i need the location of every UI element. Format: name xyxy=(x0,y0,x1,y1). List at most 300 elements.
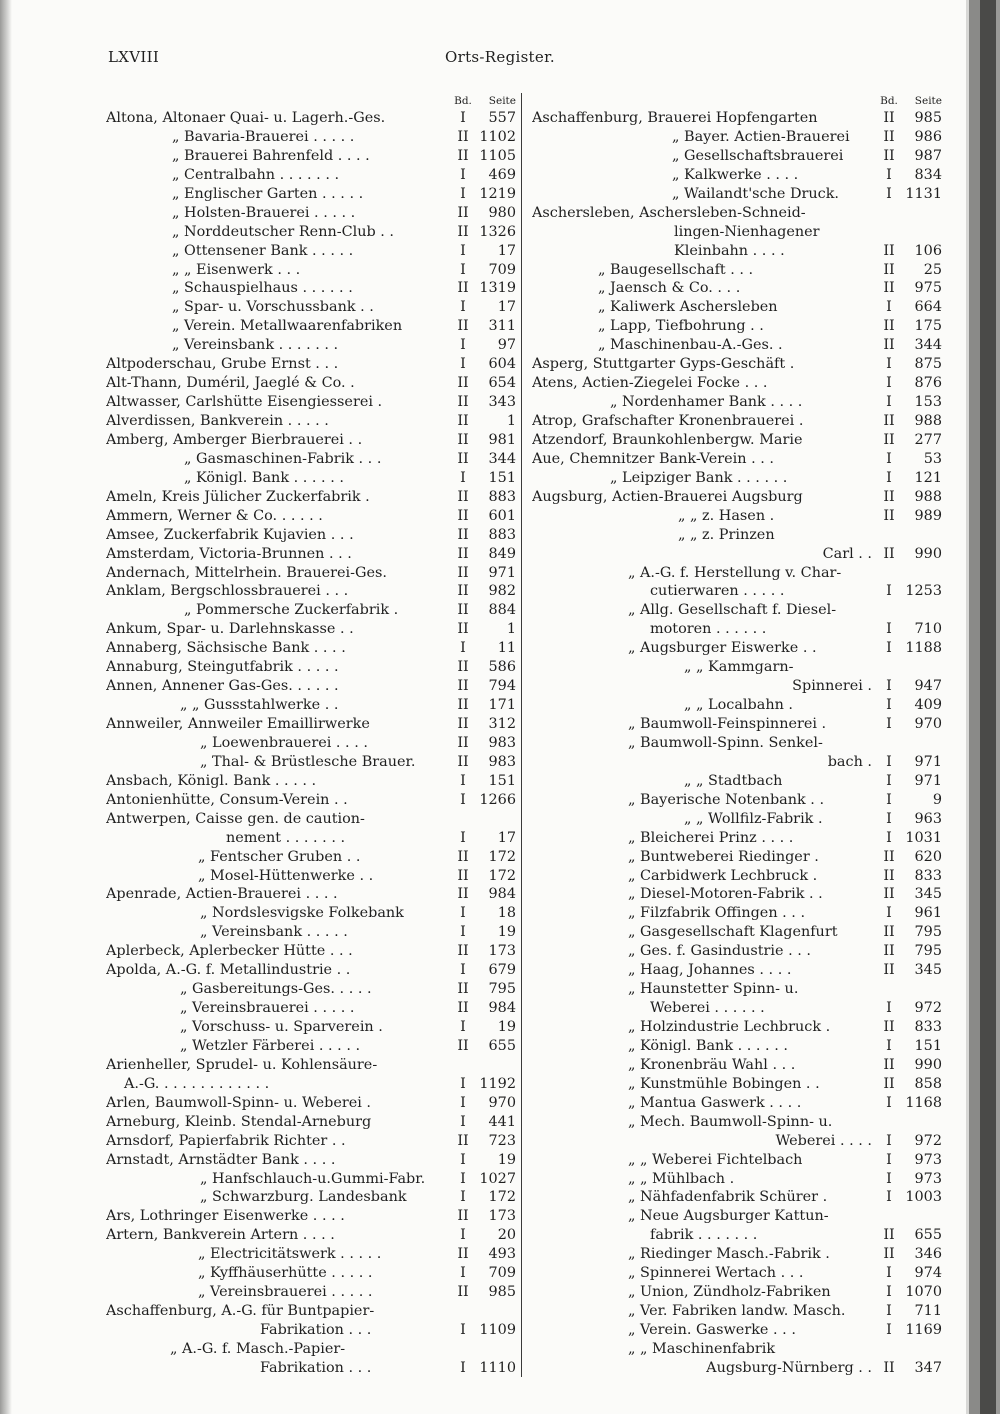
entry-page: 173 xyxy=(488,943,516,960)
entry-volume: I xyxy=(460,469,466,486)
register-entry xyxy=(106,1056,518,1075)
entry-volume: I xyxy=(460,829,466,846)
entry-page: 710 xyxy=(914,621,942,638)
entry-volume: II xyxy=(883,1359,895,1376)
entry-volume: II xyxy=(883,1019,895,1035)
entry-page xyxy=(902,1340,944,1359)
register-entry xyxy=(106,1302,518,1321)
volume-header: Bd. xyxy=(454,95,472,107)
register-entry xyxy=(106,1188,518,1207)
entry-page: 973 xyxy=(914,1151,942,1168)
entry-page: 620 xyxy=(914,848,942,865)
register-entry xyxy=(532,980,944,999)
entry-name: „ Verein. Gaswerke . . . xyxy=(628,1322,796,1338)
register-entry xyxy=(532,1056,944,1075)
register-entry xyxy=(106,1132,518,1151)
entry-name: „ A.-G. f. Masch.-Papier- xyxy=(170,1340,346,1357)
register-entry xyxy=(532,261,944,280)
entry-volume: II xyxy=(883,337,895,354)
entry-volume: II xyxy=(883,242,895,259)
entry-volume: I xyxy=(460,356,466,373)
entry-volume: I xyxy=(886,791,892,808)
entry-volume: II xyxy=(457,1208,469,1225)
entry-name: „ Königl. Bank . . . . . . xyxy=(628,1037,788,1054)
entry-name: „ Bayerische Notenbank . . xyxy=(628,791,825,808)
entry-name: „ Brauerei Bahrenfeld . . . . xyxy=(172,147,370,164)
entry-volume xyxy=(876,526,902,545)
entry-volume: II xyxy=(457,621,469,638)
entry-volume: I xyxy=(460,166,466,183)
entry-page xyxy=(902,223,944,242)
register-entry xyxy=(532,753,944,772)
entry-page xyxy=(476,1056,518,1075)
entry-page: 833 xyxy=(914,1019,942,1035)
entry-name: „ Bayer. Actien-Brauerei xyxy=(672,128,850,145)
entry-page: 1102 xyxy=(479,128,516,145)
entry-volume: II xyxy=(457,716,469,732)
register-entry xyxy=(106,601,518,620)
entry-page: 990 xyxy=(914,545,942,562)
entry-volume: II xyxy=(883,924,895,941)
entry-name: Arnsdorf, Papierfabrik Richter . . xyxy=(106,1132,346,1149)
entry-page: 970 xyxy=(488,1094,516,1111)
register-entry xyxy=(532,469,944,488)
entry-volume xyxy=(876,601,902,620)
entry-page: 970 xyxy=(914,716,942,732)
entry-volume: II xyxy=(883,886,895,903)
entry-name: „ Gesellschaftsbrauerei xyxy=(672,147,844,164)
register-entry xyxy=(106,734,518,753)
entry-volume: II xyxy=(457,1284,469,1301)
entry-volume: I xyxy=(460,1094,466,1111)
register-entry xyxy=(106,336,518,355)
entry-page: 173 xyxy=(488,1208,516,1225)
entry-name: Arnstadt, Arnstädter Bank . . . . xyxy=(106,1151,336,1168)
entry-volume: II xyxy=(457,431,469,448)
register-entry xyxy=(106,904,518,923)
entry-name: „ Kyffhäuserhütte . . . . . xyxy=(198,1265,373,1282)
entry-name: „ Neue Augsburger Kattun- xyxy=(628,1208,829,1225)
entry-name: „ Vorschuss- u. Sparverein . xyxy=(180,1019,383,1035)
entry-name: Arienheller, Sprudel- u. Kohlensäure- xyxy=(106,1056,378,1073)
entry-volume: I xyxy=(886,716,892,732)
register-entry xyxy=(532,545,944,564)
entry-volume xyxy=(876,1340,902,1359)
register-entry xyxy=(532,867,944,886)
register-entry xyxy=(106,677,518,696)
register-entry xyxy=(532,810,944,829)
entry-name: „ „ Kammgarn- xyxy=(684,659,794,676)
entry-volume: I xyxy=(460,1189,466,1206)
register-entry xyxy=(106,431,518,450)
entry-volume: II xyxy=(883,943,895,960)
register-entry xyxy=(532,1037,944,1056)
register-entry xyxy=(106,279,518,298)
register-entry xyxy=(106,469,518,488)
register-entry xyxy=(532,1321,944,1340)
entry-name: Antonienhütte, Consum-Verein . . xyxy=(106,791,348,808)
register-entry xyxy=(106,961,518,980)
entry-page: 834 xyxy=(914,166,942,183)
register-entry xyxy=(532,923,944,942)
register-entry xyxy=(532,1132,944,1151)
entry-page: 986 xyxy=(914,128,942,145)
entry-page: 19 xyxy=(497,1019,516,1035)
register-entry xyxy=(532,242,944,261)
entry-volume: II xyxy=(883,318,895,335)
entry-name: Fabrikation . . . xyxy=(260,1359,372,1376)
register-entry xyxy=(532,1188,944,1207)
register-entry xyxy=(106,715,518,734)
entry-volume xyxy=(876,980,902,999)
entry-name: „ Baumwoll-Feinspinnerei . xyxy=(628,716,827,732)
register-entry xyxy=(106,317,518,336)
register-entry xyxy=(106,393,518,412)
entry-page: 984 xyxy=(488,1000,516,1017)
register-entry xyxy=(106,639,518,658)
entry-volume xyxy=(876,1113,902,1132)
entry-name: „ Nähfadenfabrik Schürer . xyxy=(628,1189,828,1206)
register-entry xyxy=(532,999,944,1018)
entry-name: „ „ z. Hasen . xyxy=(678,507,775,524)
entry-volume xyxy=(876,564,902,583)
entry-name: Alverdissen, Bankverein . . . . . xyxy=(106,413,329,429)
entry-name: „ Nordslesvigske Folkebank xyxy=(200,905,404,922)
register-entry xyxy=(106,147,518,166)
entry-page: 151 xyxy=(488,772,516,789)
entry-volume: I xyxy=(460,1322,466,1338)
entry-page: 1131 xyxy=(905,185,942,202)
entry-page: 1105 xyxy=(479,147,516,164)
entry-name: „ Königl. Bank . . . . . . xyxy=(184,469,344,486)
entry-name: Aplerbeck, Aplerbecker Hütte . . . xyxy=(106,943,353,960)
entry-page: 121 xyxy=(914,469,942,486)
register-entry xyxy=(532,507,944,526)
register-entry xyxy=(532,298,944,317)
entry-page: 794 xyxy=(488,678,516,695)
entry-volume: I xyxy=(886,469,892,486)
entry-name: „ Union, Zündholz-Fabriken xyxy=(628,1284,831,1301)
entry-name: Fabrikation . . . xyxy=(260,1322,372,1338)
entry-volume: I xyxy=(886,678,892,695)
entry-name: cutierwaren . . . . . xyxy=(650,583,785,600)
entry-page: 172 xyxy=(488,867,516,884)
register-entry xyxy=(532,961,944,980)
register-entry xyxy=(532,1018,944,1037)
entry-volume: II xyxy=(883,128,895,145)
entry-volume: II xyxy=(883,848,895,865)
entry-volume: I xyxy=(460,242,466,259)
entry-page: 988 xyxy=(914,488,942,505)
entry-volume: II xyxy=(457,394,469,411)
entry-page: 469 xyxy=(488,166,516,183)
register-entry xyxy=(106,526,518,545)
entry-page: 11 xyxy=(497,640,516,657)
entry-volume: II xyxy=(883,545,895,562)
entry-page: 709 xyxy=(488,261,516,278)
entry-volume: II xyxy=(457,886,469,903)
entry-volume xyxy=(876,1207,902,1226)
volume-header: Bd. xyxy=(880,95,898,107)
entry-page: 1266 xyxy=(479,791,516,808)
register-entry xyxy=(532,1075,944,1094)
register-entry xyxy=(532,829,944,848)
entry-volume: I xyxy=(886,166,892,183)
left-entries xyxy=(106,109,518,1378)
entry-volume: I xyxy=(460,1151,466,1168)
register-entry xyxy=(106,374,518,393)
entry-name: „ Vereinsbrauerei . . . . . xyxy=(198,1284,373,1301)
entry-volume: I xyxy=(886,772,892,789)
entry-name: „ Vereinsbrauerei . . . . . xyxy=(180,1000,355,1017)
entry-name: Augsburg, Actien-Brauerei Augsburg xyxy=(532,488,803,505)
register-entry xyxy=(532,1302,944,1321)
entry-name: „ Bavaria-Brauerei . . . . . xyxy=(172,128,355,145)
entry-name: „ Haag, Johannes . . . . xyxy=(628,962,792,979)
entry-page: 1031 xyxy=(905,829,942,846)
entry-page: 711 xyxy=(914,1303,942,1320)
register-entry xyxy=(532,431,944,450)
entry-name: „ Verein. Metallwaarenfabriken xyxy=(172,318,403,335)
entry-name: Ansbach, Königl. Bank . . . . . xyxy=(106,772,317,789)
entry-page: 654 xyxy=(488,375,516,392)
entry-page: 19 xyxy=(497,924,516,941)
entry-page: 1027 xyxy=(479,1170,516,1187)
entry-page: 664 xyxy=(914,299,942,316)
entry-name: „ „ Eisenwerk . . . xyxy=(172,261,301,278)
register-entry xyxy=(532,904,944,923)
entry-name: „ „ Mühlbach . xyxy=(628,1170,735,1187)
register-entry xyxy=(532,791,944,810)
entry-name: „ Ottensener Bank . . . . . xyxy=(172,242,354,259)
register-entry xyxy=(106,128,518,147)
entry-name: „ „ Localbahn . xyxy=(684,697,793,714)
entry-name: „ Electricitätswerk . . . . . xyxy=(198,1246,382,1263)
entry-name: „ Ver. Fabriken landw. Masch. xyxy=(628,1303,846,1320)
register-entry xyxy=(106,242,518,261)
entry-volume xyxy=(450,1056,476,1075)
entry-volume: II xyxy=(457,318,469,335)
register-entry xyxy=(106,980,518,999)
entry-volume: I xyxy=(886,697,892,714)
entry-volume: II xyxy=(457,943,469,960)
entry-volume: II xyxy=(883,261,895,278)
entry-name: „ Bleicherei Prinz . . . . xyxy=(628,829,794,846)
entry-page: 963 xyxy=(914,810,942,827)
entry-page xyxy=(902,734,944,753)
entry-page: 971 xyxy=(488,564,516,581)
register-entry xyxy=(532,885,944,904)
entry-page: 20 xyxy=(497,1227,516,1244)
register-entry xyxy=(532,147,944,166)
entry-volume xyxy=(876,734,902,753)
register-entry xyxy=(532,223,944,242)
entry-page: 175 xyxy=(914,318,942,335)
entry-name: Spinnerei . xyxy=(792,678,872,695)
entry-name: „ Wetzler Färberei . . . . . xyxy=(180,1037,361,1054)
entry-volume: II xyxy=(457,678,469,695)
entry-volume: II xyxy=(883,867,895,884)
entry-name: „ Augsburger Eiswerke . . xyxy=(628,640,817,657)
register-entry xyxy=(532,317,944,336)
register-entry xyxy=(106,772,518,791)
register-entry xyxy=(532,336,944,355)
register-entry xyxy=(106,204,518,223)
entry-volume: I xyxy=(460,299,466,316)
entry-page: 604 xyxy=(488,356,516,373)
entry-name: „ Gasmaschinen-Fabrik . . . xyxy=(184,450,382,467)
register-entry xyxy=(106,791,518,810)
register-entry xyxy=(106,223,518,242)
entry-name: „ Baumwoll-Spinn. Senkel- xyxy=(628,734,823,751)
entry-page: 1219 xyxy=(479,185,516,202)
entry-volume: I xyxy=(460,791,466,808)
entry-volume: II xyxy=(883,962,895,979)
entry-name: „ Holzindustrie Lechbruck . xyxy=(628,1019,831,1035)
entry-name: Kleinbahn . . . . xyxy=(674,242,785,259)
entry-page: 947 xyxy=(914,678,942,695)
register-entry xyxy=(532,658,944,677)
entry-page: 1003 xyxy=(905,1189,942,1206)
entry-volume: I xyxy=(886,1132,892,1149)
entry-page: 9 xyxy=(932,791,942,808)
register-entry xyxy=(106,1264,518,1283)
register-entry xyxy=(106,582,518,601)
entry-page xyxy=(902,1113,944,1132)
entry-name: Annaburg, Steingutfabrik . . . . . xyxy=(106,659,339,676)
register-entry xyxy=(532,1113,944,1132)
left-column xyxy=(106,93,518,1378)
register-entry xyxy=(106,507,518,526)
entry-page: 172 xyxy=(488,848,516,865)
entry-page: 1192 xyxy=(479,1075,516,1092)
entry-volume: I xyxy=(460,1075,466,1092)
entry-name: „ Hanfschlauch-u.Gummi-Fabr. xyxy=(200,1170,426,1187)
entry-page: 17 xyxy=(497,299,516,316)
entry-name: „ „ z. Prinzen xyxy=(678,526,775,543)
register-entry xyxy=(532,1151,944,1170)
register-entry xyxy=(532,393,944,412)
register-entry xyxy=(532,1245,944,1264)
entry-page: 858 xyxy=(914,1075,942,1092)
entry-page xyxy=(902,658,944,677)
entry-name: Ameln, Kreis Jülicher Zuckerfabrik . xyxy=(106,488,370,505)
entry-volume: II xyxy=(457,375,469,392)
register-entry xyxy=(106,1170,518,1189)
register-entry xyxy=(532,677,944,696)
entry-volume: II xyxy=(883,507,895,524)
entry-name: motoren . . . . . . xyxy=(650,621,767,638)
register-entry xyxy=(532,639,944,658)
register-entry xyxy=(106,1113,518,1132)
register-entry xyxy=(532,1207,944,1226)
register-entry xyxy=(106,545,518,564)
register-entry xyxy=(532,1226,944,1245)
entry-volume: I xyxy=(886,810,892,827)
entry-volume: I xyxy=(886,640,892,657)
entry-page xyxy=(902,601,944,620)
entry-volume: II xyxy=(457,526,469,543)
entry-name: Apenrade, Actien-Brauerei . . . . xyxy=(106,886,338,903)
entry-page: 17 xyxy=(497,242,516,259)
entry-name: „ Vereinsbank . . . . . xyxy=(200,924,348,941)
entry-name: Asperg, Stuttgarter Gyps-Geschäft . xyxy=(532,356,795,373)
entry-page: 586 xyxy=(488,659,516,676)
entry-page: 795 xyxy=(488,981,516,998)
entry-name: „ Norddeutscher Renn-Club . . xyxy=(172,223,394,240)
entry-name: „ Riedinger Masch.-Fabrik . xyxy=(628,1246,830,1263)
entry-name: „ „ Wollfilz-Fabrik . xyxy=(684,810,823,827)
page-title: Orts-Register. xyxy=(445,48,555,66)
entry-volume: I xyxy=(460,261,466,278)
entry-volume: I xyxy=(886,1265,892,1282)
entry-name: „ Nordenhamer Bank . . . . xyxy=(610,394,803,411)
entry-name: „ Maschinenbau-A.-Ges. . xyxy=(598,337,783,354)
entry-volume: I xyxy=(886,621,892,638)
entry-page: 19 xyxy=(497,1151,516,1168)
entry-name: Altpoderschau, Grube Ernst . . . xyxy=(106,356,339,373)
entry-name: „ Spinnerei Wertach . . . xyxy=(628,1265,804,1282)
entry-name: Atens, Actien-Ziegelei Focke . . . xyxy=(532,375,768,392)
entry-name: „ Pommersche Zuckerfabrik . xyxy=(184,602,399,619)
entry-name: „ Kronenbräu Wahl . . . xyxy=(628,1056,796,1073)
register-entry xyxy=(106,1283,518,1302)
entry-volume: II xyxy=(457,128,469,145)
entry-volume: II xyxy=(457,564,469,581)
entry-volume: I xyxy=(886,375,892,392)
entry-page: 679 xyxy=(488,962,516,979)
register-entry xyxy=(532,601,944,620)
entry-page: 973 xyxy=(914,1170,942,1187)
entry-page: 971 xyxy=(914,772,942,789)
entry-page: 972 xyxy=(914,1132,942,1149)
entry-volume: I xyxy=(460,1170,466,1187)
page-header: Seite xyxy=(488,95,516,107)
entry-name: Ammern, Werner & Co. . . . . . xyxy=(106,507,323,524)
entry-volume: II xyxy=(457,545,469,562)
entry-name: „ Kalkwerke . . . . xyxy=(672,166,799,183)
entry-page: 709 xyxy=(488,1265,516,1282)
entry-name: Amsterdam, Victoria-Brunnen . . . xyxy=(106,545,352,562)
entry-page: 833 xyxy=(914,867,942,884)
entry-volume: II xyxy=(457,1000,469,1017)
entry-page: 1253 xyxy=(905,583,942,600)
register-entry xyxy=(106,109,518,128)
entry-volume: I xyxy=(460,185,466,202)
entry-name: Artern, Bankverein Artern . . . . xyxy=(106,1227,335,1244)
register-entry xyxy=(532,696,944,715)
entry-page: 875 xyxy=(914,356,942,373)
entry-page: 53 xyxy=(923,450,942,467)
entry-page xyxy=(902,564,944,583)
entry-volume: II xyxy=(457,204,469,221)
register-entry xyxy=(532,848,944,867)
right-column-header xyxy=(532,93,944,109)
entry-volume: I xyxy=(886,394,892,411)
entry-volume: II xyxy=(457,753,469,770)
entry-page: 961 xyxy=(914,905,942,922)
entry-name: Weberei . . . . xyxy=(775,1132,872,1149)
entry-page: 601 xyxy=(488,507,516,524)
entry-name: Alt-Thann, Duméril, Jaeglé & Co. . xyxy=(106,375,355,392)
entry-page: 312 xyxy=(488,716,516,732)
register-entry xyxy=(532,526,944,545)
entry-volume xyxy=(876,204,902,223)
entry-name: „ Schwarzburg. Landesbank xyxy=(200,1189,407,1206)
entry-page: 1 xyxy=(506,621,516,638)
register-entry xyxy=(106,261,518,280)
entry-page: 985 xyxy=(914,110,942,126)
